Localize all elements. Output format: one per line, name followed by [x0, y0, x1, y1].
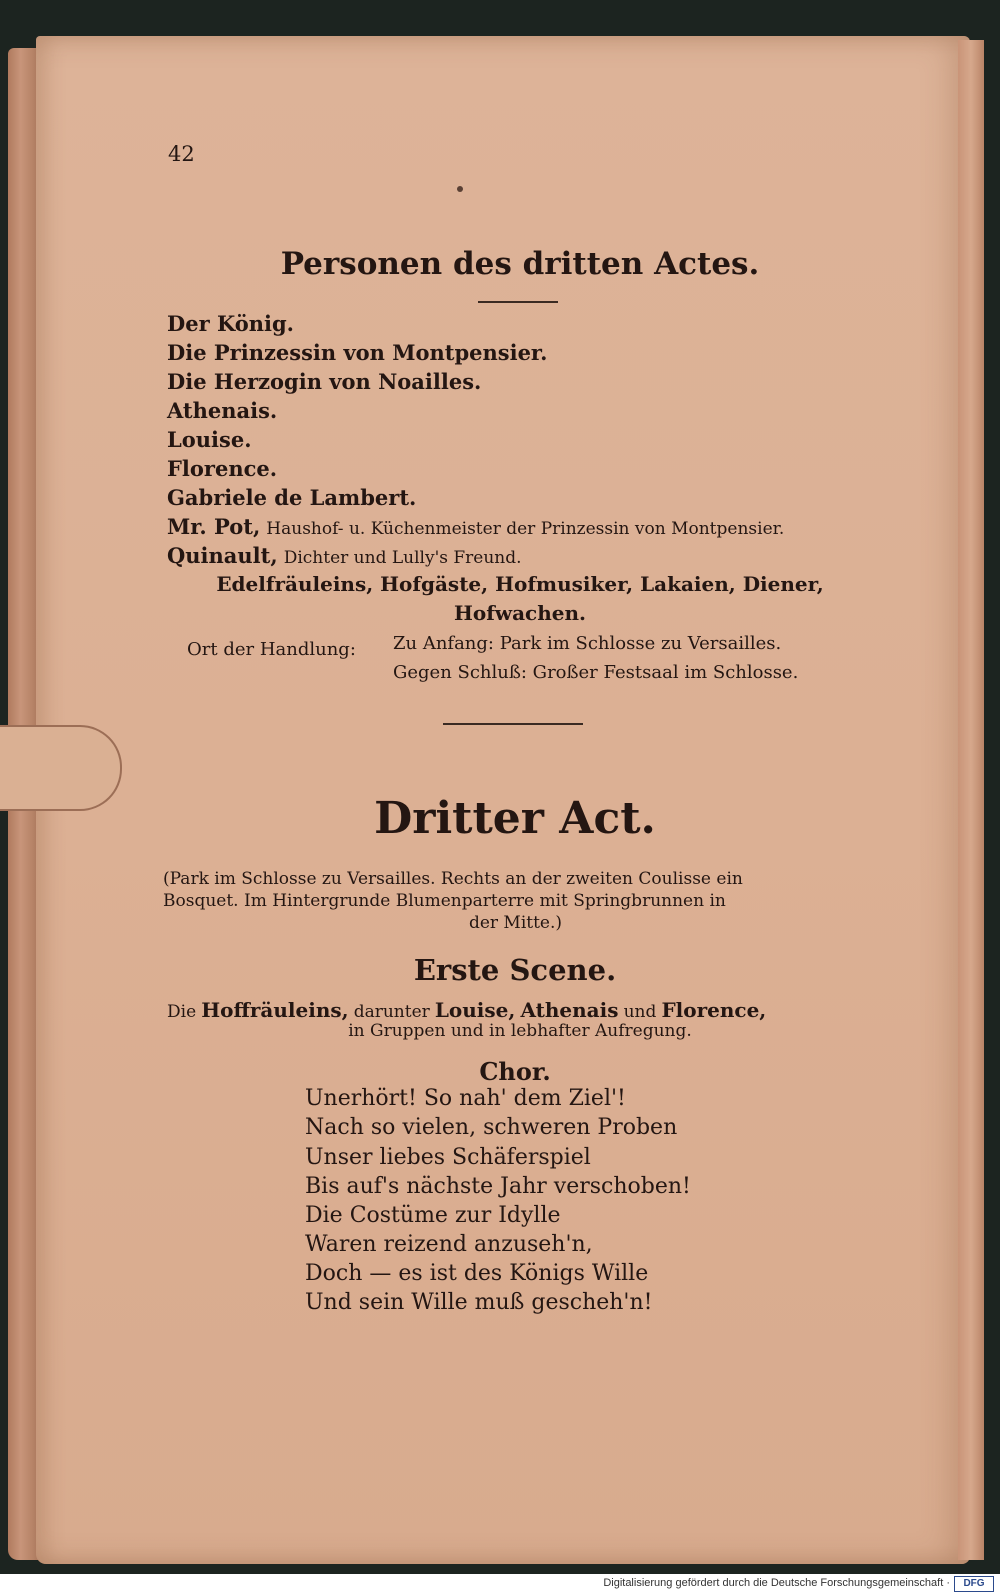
stage-direction-line-1: (Park im Schlosse zu Versailles. Rechts an der zweiten Coulisse ein [163, 869, 743, 889]
right-page-edge [958, 40, 984, 1560]
setting-line-2: Gegen Schluß: Großer Festsaal im Schlosse. [393, 662, 799, 683]
personae-heading: Personen des dritten Actes. [280, 246, 760, 282]
groups-line-2: Hofwachen. [454, 601, 586, 625]
role-louise: Louise. [167, 427, 252, 452]
role-athenais: Athenais. [167, 398, 278, 423]
role-quinault [167, 543, 522, 568]
dir-darunter: darunter [353, 1002, 430, 1022]
dir-louise: Louise, [434, 998, 516, 1022]
dir-florence: Florence, [661, 998, 767, 1022]
verse-line-4: Bis auf's nächste Jahr verschoben! [305, 1174, 691, 1199]
setting-line-1: Zu Anfang: Park im Schlosse zu Versailles. [393, 633, 782, 654]
role-herzogin: Die Herzogin von Noailles. [167, 369, 482, 394]
groups-line-1: Edelfräuleins, Hofgäste, Hofmusiker, Lakaien, Diener, [216, 572, 824, 596]
dir-hoffraeuleins: Hoffräuleins, [201, 998, 349, 1022]
scene-direction-line-2: in Gruppen und in lebhafter Aufregung. [348, 1021, 692, 1041]
dfg-logo: DFG [954, 1576, 994, 1592]
section-rule [443, 723, 583, 725]
scene-direction-line-1 [167, 998, 766, 1022]
setting-label: Ort der Handlung: [187, 639, 356, 660]
verse-line-3: Unser liebes Schäferspiel [305, 1145, 591, 1170]
quinault-desc: Dichter und Lully's Freund. [283, 548, 522, 568]
stage-direction-line-2: Bosquet. Im Hintergrunde Blumenparterre mit Springbrunnen in [163, 891, 726, 911]
quinault-name: Quinault, [167, 543, 278, 568]
chor-label: Chor. [479, 1057, 551, 1086]
pot-name: Mr. Pot, [167, 514, 261, 539]
scene-title: Erste Scene. [413, 953, 617, 987]
role-florence: Florence. [167, 456, 278, 481]
verse-line-1: Unerhört! So nah' dem Ziel'! [305, 1086, 626, 1111]
verse-line-6: Waren reizend anzuseh'n, [305, 1232, 593, 1257]
dir-athenais: Athenais [520, 998, 619, 1022]
verse-line-2: Nach so vielen, schweren Proben [305, 1115, 678, 1140]
role-koenig: Der König. [167, 311, 294, 336]
dir-und: und [623, 1002, 657, 1022]
footer-credit: Digitalisierung gefördert durch die Deutsche Forschungsgemeinschaft · [603, 1577, 950, 1589]
verse-line-5: Die Costüme zur Idylle [305, 1203, 561, 1228]
bookmark-tab [0, 725, 122, 811]
pot-desc: Haushof- u. Küchenmeister der Prinzessin von Montpensier. [266, 519, 785, 539]
verse-line-7: Doch — es ist des Königs Wille [305, 1261, 649, 1286]
dir-prefix: Die [167, 1002, 197, 1022]
stage-direction-line-3: der Mitte.) [468, 913, 563, 933]
page-number: 42 [168, 142, 195, 166]
role-gabriele: Gabriele de Lambert. [167, 485, 417, 510]
verse-line-8: Und sein Wille muß gescheh'n! [305, 1290, 653, 1315]
act-title: Dritter Act. [374, 793, 656, 844]
role-pot [167, 514, 784, 539]
page-speck [457, 186, 463, 192]
role-prinzessin: Die Prinzessin von Montpensier. [167, 340, 548, 365]
heading-rule [478, 301, 558, 303]
